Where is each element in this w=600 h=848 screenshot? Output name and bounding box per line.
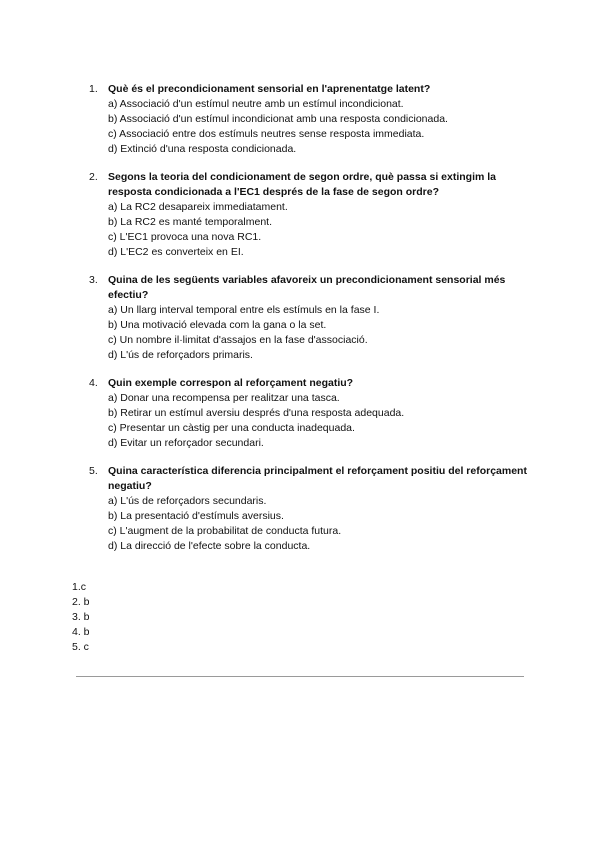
answer-option: b) Una motivació elevada com la gana o la set. [108,319,327,331]
question-number: 5. [89,465,98,477]
answer-option: a) Associació d'un estímul neutre amb un estímul incondicionat. [108,98,404,110]
question-text: Quina de les següents variables afavoreix un precondicionament sensorial més efectiu? [108,274,506,301]
answer-option: c) L'EC1 provoca una nova RC1. [108,231,262,243]
question-body [108,273,529,363]
answer-key [72,580,272,655]
question-item [89,464,529,554]
question-body [108,376,529,451]
answer-option: a) La RC2 desapareix immediatament. [108,201,288,213]
question-number: 4. [89,377,98,389]
question-number: 3. [89,274,98,286]
question-list [89,82,529,567]
answer-key-item: 5. c [72,641,89,653]
answer-option: a) L'ús de reforçadors secundaris. [108,495,267,507]
answer-option: d) L'ús de reforçadors primaris. [108,349,253,361]
answer-option: b) La presentació d'estímuls aversius. [108,510,284,522]
answer-option: a) Donar una recompensa per realitzar una tasca. [108,392,340,404]
answer-option: b) Associació d'un estímul incondicionat amb una resposta condicionada. [108,113,448,125]
question-item [89,82,529,157]
answer-option: d) La direcció de l'efecte sobre la conducta. [108,540,311,552]
answer-key-item: 4. b [72,626,90,638]
answer-key-item: 1.c [72,581,87,593]
question-item [89,376,529,451]
answer-option: c) Associació entre dos estímuls neutres sense resposta immediata. [108,128,425,140]
question-number: 1. [89,83,98,95]
answer-option: c) L'augment de la probabilitat de conducta futura. [108,525,342,537]
question-item [89,170,529,260]
answer-option: d) Extinció d'una resposta condicionada. [108,143,297,155]
question-body [108,464,529,554]
answer-option: a) Un llarg interval temporal entre els estímuls en la fase I. [108,304,380,316]
question-text: Quin exemple correspon al reforçament negatiu? [108,377,354,389]
question-text: Quina característica diferencia principalment el reforçament positiu del reforçament negatiu? [108,465,527,492]
answer-option: c) Un nombre il·limitat d'assajos en la fase d'associació. [108,334,368,346]
answer-option: b) La RC2 es manté temporalment. [108,216,272,228]
answer-option: c) Presentar un càstig per una conducta inadequada. [108,422,355,434]
question-number: 2. [89,171,98,183]
question-body [108,82,529,157]
question-item [89,273,529,363]
question-text: Què és el precondicionament sensorial en l'aprenentatge latent? [108,83,431,95]
horizontal-divider [76,676,524,677]
answer-key-item: 3. b [72,611,90,623]
question-body [108,170,529,260]
answer-option: d) L'EC2 es converteix en EI. [108,246,244,258]
answer-option: b) Retirar un estímul aversiu després d'una resposta adequada. [108,407,405,419]
question-text: Segons la teoria del condicionament de segon ordre, què passa si extingim la resposta condicionada a l'EC1 després de la fase de segon ordre? [108,171,497,198]
answer-key-item: 2. b [72,596,90,608]
answer-option: d) Evitar un reforçador secundari. [108,437,264,449]
